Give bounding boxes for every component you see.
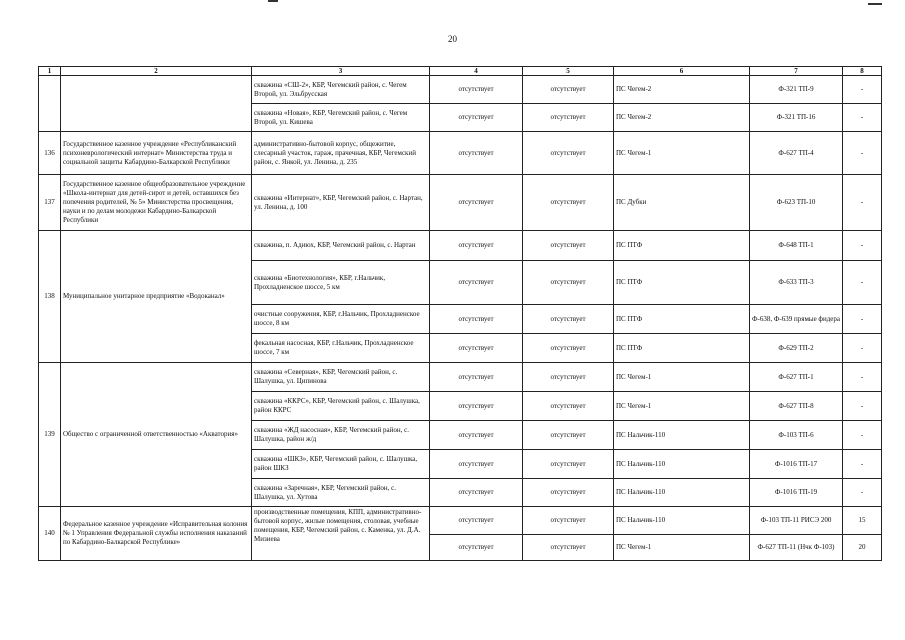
table-row	[39, 175, 882, 231]
object-cell: скважина «СШ-2», КБР, Чегемский район, с. Чегем Второй, ул. Эльбрусская	[252, 76, 430, 104]
substation-cell: ПС Чегем-1	[614, 363, 750, 392]
cell-col4: отсутствует	[430, 363, 523, 392]
feeder-cell: Ф-321 ТП-16	[750, 104, 843, 132]
cell-col5: отсутствует	[523, 479, 614, 507]
cell-col5: отсутствует	[523, 334, 614, 363]
cell-col8: 20	[843, 535, 882, 561]
object-cell: скважина «ШКЗ», КБР, Чегемский район, с. Шалушка, район ШКЗ	[252, 450, 430, 479]
cell-col5: отсутствует	[523, 450, 614, 479]
cell-col8: -	[843, 392, 882, 421]
feeder-cell: Ф-623 ТП-10	[750, 175, 843, 231]
row-number: 139	[39, 363, 61, 507]
substation-cell: ПС Нальчик-110	[614, 507, 750, 535]
substation-cell: ПС ПТФ	[614, 334, 750, 363]
object-cell: скважина «ЖД насосная», КБР, Чегемский район, с. Шалушка, район ж/д	[252, 421, 430, 450]
feeder-cell: Ф-1016 ТП-17	[750, 450, 843, 479]
substation-cell: ПС Чегем-2	[614, 104, 750, 132]
cell-col5: отсутствует	[523, 231, 614, 261]
cell-col8: -	[843, 363, 882, 392]
object-cell: скважина «Интернат», КБР, Чегемский район, с. Нартан, ул. Ленина, д. 100	[252, 175, 430, 231]
col-header-2: 2	[61, 67, 252, 76]
cell-col4: отсутствует	[430, 334, 523, 363]
cell-col8: -	[843, 175, 882, 231]
page-number: 20	[448, 34, 457, 44]
organization-cell: Муниципальное унитарное предприятие «Водоканал»	[61, 231, 252, 363]
table-row	[39, 231, 882, 261]
substation-cell: ПС ПТФ	[614, 231, 750, 261]
organization-cell: Государственное казенное учреждение «Республиканский психоневрологический интернат» Министерства труда и социальной защиты Кабардино-Балкарской Республики	[61, 132, 252, 175]
cell-col4: отсутствует	[430, 231, 523, 261]
cell-col8: -	[843, 421, 882, 450]
substation-cell: ПС Чегем-2	[614, 76, 750, 104]
substation-cell: ПС Нальчик-110	[614, 450, 750, 479]
table-row	[39, 76, 882, 104]
cell-col5: отсутствует	[523, 175, 614, 231]
cell-col8: -	[843, 261, 882, 305]
cell-col8: 15	[843, 507, 882, 535]
cell-col5: отсутствует	[523, 261, 614, 305]
row-number: 137	[39, 175, 61, 231]
object-cell: скважина «Новая», КБР, Чегемский район, с. Чегем Второй, ул. Кишева	[252, 104, 430, 132]
object-cell: скважина «Заречная», КБР, Чегемский район, с. Шалушка, ул. Хутова	[252, 479, 430, 507]
cell-col8: -	[843, 231, 882, 261]
row-number: 136	[39, 132, 61, 175]
col-header-7: 7	[750, 67, 843, 76]
cell-col8: -	[843, 334, 882, 363]
cell-col8: -	[843, 132, 882, 175]
feeder-cell: Ф-103 ТП-6	[750, 421, 843, 450]
col-header-3: 3	[252, 67, 430, 76]
feeder-cell: Ф-1016 ТП-19	[750, 479, 843, 507]
feeder-cell: Ф-648 ТП-1	[750, 231, 843, 261]
organization-cell: Общество с ограниченной ответственностью «Акватория»	[61, 363, 252, 507]
table-row	[39, 363, 882, 392]
cell-col4: отсутствует	[430, 479, 523, 507]
table-row	[39, 132, 882, 175]
feeder-cell: Ф-633 ТП-3	[750, 261, 843, 305]
substation-cell: ПС Дубки	[614, 175, 750, 231]
col-header-1: 1	[39, 67, 61, 76]
cell-col4: отсутствует	[430, 175, 523, 231]
feeder-cell: Ф-321 ТП-9	[750, 76, 843, 104]
col-header-4: 4	[430, 67, 523, 76]
feeder-cell: Ф-629 ТП-2	[750, 334, 843, 363]
object-cell: фекальная насосная, КБР, г.Нальчик, Прохладненское шоссе, 7 км	[252, 334, 430, 363]
cell-col4: отсутствует	[430, 76, 523, 104]
scan-artifact-left	[268, 0, 278, 2]
object-cell: скважина, п. Адиюх, КБР, Чегемский район, с. Нартан	[252, 231, 430, 261]
cell-col4: отсутствует	[430, 507, 523, 535]
object-cell: скважина «ККРС», КБР, Чегемский район, с. Шалушка, район ККРС	[252, 392, 430, 421]
substation-cell: ПС ПТФ	[614, 305, 750, 334]
row-number: 138	[39, 231, 61, 363]
cell-col4: отсутствует	[430, 104, 523, 132]
object-cell: производственные помещения, КПП, административно-бытовой корпус, жилые помещения, столовая, учебные помещения, КБР, Чегемский район, с. Каменка, ул. Д.А. Мизиева	[252, 507, 430, 561]
organization-cell: Федеральное казенное учреждение «Исправительная колония № 1 Управления Федеральной службы исполнения наказаний по Кабардино-Балкарской Республике»	[61, 507, 252, 561]
cell-col4: отсутствует	[430, 305, 523, 334]
cell-col5: отсутствует	[523, 76, 614, 104]
feeder-cell: Ф-627 ТП-4	[750, 132, 843, 175]
substation-cell: ПС Нальчик-110	[614, 479, 750, 507]
cell-col8: -	[843, 305, 882, 334]
scan-artifact-right	[868, 3, 882, 5]
object-cell: скважина «Северная», КБР, Чегемский район, с. Шалушка, ул. Ципинова	[252, 363, 430, 392]
header-row	[39, 67, 882, 76]
substation-cell: ПС Нальчик-110	[614, 421, 750, 450]
cell-col5: отсутствует	[523, 421, 614, 450]
col-header-5: 5	[523, 67, 614, 76]
object-cell: очистные сооружения, КБР, г.Нальчик, Прохладненское шоссе, 8 км	[252, 305, 430, 334]
organization-cell: Государственное казенное общеобразовательное учреждение «Школа-интернат для детей-сирот и детей, оставшихся без попечения родителей, № 5» Министерства просвещения, науки и по делам молодежи Кабардино-Балкарской Республики	[61, 175, 252, 231]
cell-col5: отсутствует	[523, 104, 614, 132]
col-header-8: 8	[843, 67, 882, 76]
row-number: 140	[39, 507, 61, 561]
object-cell: скважина «Биотехнология», КБР, г.Нальчик, Прохладненское шоссе, 5 км	[252, 261, 430, 305]
cell-col5: отсутствует	[523, 305, 614, 334]
substation-cell: ПС Чегем-1	[614, 535, 750, 561]
cell-col4: отсутствует	[430, 450, 523, 479]
col-header-6: 6	[614, 67, 750, 76]
substation-cell: ПС ПТФ	[614, 261, 750, 305]
cell-col4: отсутствует	[430, 392, 523, 421]
cell-col5: отсутствует	[523, 363, 614, 392]
object-cell: административно-бытовой корпус, общежитие, слесарный участок, гараж, прачечная, КБР, Чегемский район, с. Янкой, ул. Ленина, д. 235	[252, 132, 430, 175]
substation-cell: ПС Чегем-1	[614, 392, 750, 421]
cell-col4: отсутствует	[430, 132, 523, 175]
cell-col4: отсутствует	[430, 261, 523, 305]
feeder-cell: Ф-627 ТП-1	[750, 363, 843, 392]
organization-cell	[61, 76, 252, 132]
cell-col5: отсутствует	[523, 132, 614, 175]
table-row	[39, 507, 882, 535]
feeder-cell: Ф-627 ТП-11 (Нчк Ф-103)	[750, 535, 843, 561]
cell-col5: отсутствует	[523, 392, 614, 421]
substation-cell: ПС Чегем-1	[614, 132, 750, 175]
cell-col8: -	[843, 479, 882, 507]
feeder-cell: Ф-103 ТП-11 РИСЭ 200	[750, 507, 843, 535]
cell-col8: -	[843, 104, 882, 132]
cell-col5: отсутствует	[523, 535, 614, 561]
cell-col4: отсутствует	[430, 421, 523, 450]
cell-col8: -	[843, 450, 882, 479]
cell-col4: отсутствует	[430, 535, 523, 561]
row-number	[39, 76, 61, 132]
feeder-cell: Ф-638, Ф-639 прямые фидера	[750, 305, 843, 334]
feeder-cell: Ф-627 ТП-8	[750, 392, 843, 421]
cell-col8: -	[843, 76, 882, 104]
register-table	[38, 66, 882, 561]
cell-col5: отсутствует	[523, 507, 614, 535]
